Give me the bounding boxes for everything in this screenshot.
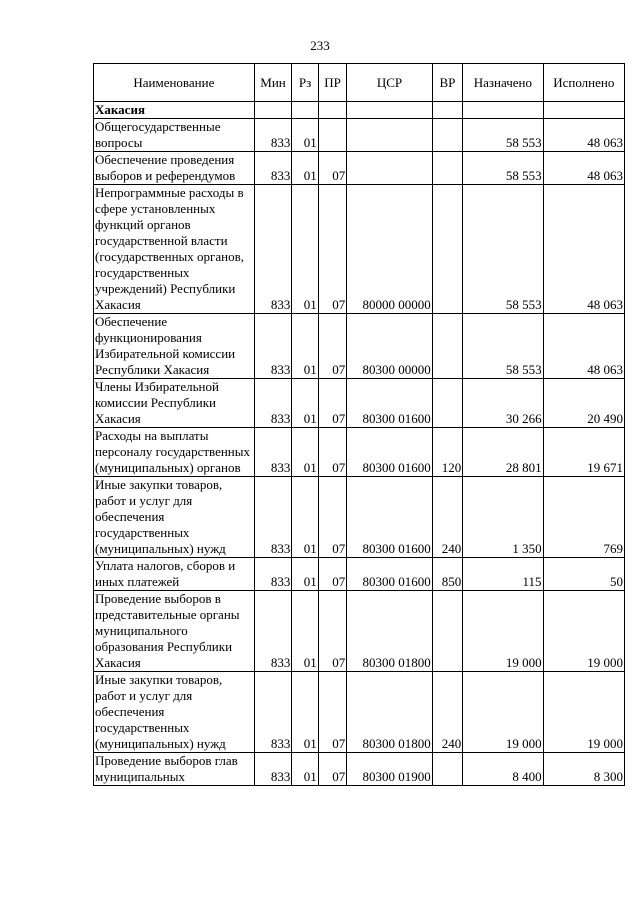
row-planned: 58 553: [463, 314, 543, 379]
row-rz: 01: [292, 379, 318, 428]
row-name: Проведение выборов в представительные органы муниципального образования Республики Хакасия: [94, 591, 255, 672]
row-rz: 01: [292, 753, 318, 786]
header-csr: ЦСР: [347, 64, 432, 102]
row-planned: 30 266: [463, 379, 543, 428]
row-min: 833: [254, 185, 292, 314]
section-row: [94, 102, 625, 119]
header-vr: ВР: [432, 64, 463, 102]
row-min: 833: [254, 314, 292, 379]
row-pr: 07: [318, 591, 346, 672]
row-min: 833: [254, 753, 292, 786]
row-min: 833: [254, 591, 292, 672]
row-csr: 80000 00000: [347, 185, 432, 314]
row-vr: [432, 152, 463, 185]
table-row: [94, 477, 625, 558]
table-header-row: [94, 64, 625, 102]
row-planned: 115: [463, 558, 543, 591]
row-csr: 80300 01600: [347, 558, 432, 591]
row-name: Иные закупки товаров, работ и услуг для обеспечения государственных (муниципальных) нужд: [94, 672, 255, 753]
row-vr: [432, 753, 463, 786]
row-executed: 769: [543, 477, 624, 558]
row-min: 833: [254, 428, 292, 477]
row-name: Проведение выборов глав муниципальных: [94, 753, 255, 786]
row-rz: 01: [292, 558, 318, 591]
row-pr: 07: [318, 428, 346, 477]
row-name: Расходы на выплаты персоналу государственных (муниципальных) органов: [94, 428, 255, 477]
row-planned: 58 553: [463, 119, 543, 152]
row-executed: 20 490: [543, 379, 624, 428]
row-min: 833: [254, 672, 292, 753]
header-name: Наименование: [94, 64, 255, 102]
table-row: [94, 152, 625, 185]
row-csr: 80300 00000: [347, 314, 432, 379]
table-row: [94, 428, 625, 477]
row-csr: [347, 119, 432, 152]
row-planned: 8 400: [463, 753, 543, 786]
row-csr: 80300 01600: [347, 428, 432, 477]
table-row: [94, 119, 625, 152]
budget-table: [93, 63, 625, 786]
row-planned: 58 553: [463, 152, 543, 185]
row-pr: 07: [318, 185, 346, 314]
row-csr: 80300 01800: [347, 672, 432, 753]
row-planned: 28 801: [463, 428, 543, 477]
row-csr: 80300 01900: [347, 753, 432, 786]
row-vr: 850: [432, 558, 463, 591]
row-rz: 01: [292, 591, 318, 672]
table-row: [94, 185, 625, 314]
row-name: Члены Избирательной комиссии Республики Хакасия: [94, 379, 255, 428]
row-pr: [318, 119, 346, 152]
table-row: [94, 314, 625, 379]
table-row: [94, 753, 625, 786]
row-planned: 1 350: [463, 477, 543, 558]
row-executed: 8 300: [543, 753, 624, 786]
row-csr: [347, 152, 432, 185]
row-name: Непрограммные расходы в сфере установленных функций органов государственной власти (государственных органов, государственных учреждений) Республики Хакасия: [94, 185, 255, 314]
row-rz: 01: [292, 185, 318, 314]
row-pr: 07: [318, 152, 346, 185]
row-executed: 48 063: [543, 152, 624, 185]
row-vr: 240: [432, 477, 463, 558]
row-executed: 19 000: [543, 591, 624, 672]
row-executed: 50: [543, 558, 624, 591]
row-min: 833: [254, 558, 292, 591]
row-pr: 07: [318, 558, 346, 591]
page-number: 233: [310, 38, 330, 53]
row-vr: 240: [432, 672, 463, 753]
row-min: 833: [254, 119, 292, 152]
row-min: 833: [254, 152, 292, 185]
row-rz: 01: [292, 672, 318, 753]
row-rz: 01: [292, 428, 318, 477]
row-pr: 07: [318, 379, 346, 428]
table-row: [94, 672, 625, 753]
header-planned: Назначено: [463, 64, 543, 102]
section-title: Хакасия: [94, 102, 255, 119]
row-rz: 01: [292, 119, 318, 152]
row-vr: 120: [432, 428, 463, 477]
row-pr: 07: [318, 314, 346, 379]
row-vr: [432, 185, 463, 314]
row-pr: 07: [318, 672, 346, 753]
table-row: [94, 591, 625, 672]
row-name: Общегосударственные вопросы: [94, 119, 255, 152]
row-executed: 48 063: [543, 314, 624, 379]
row-rz: 01: [292, 314, 318, 379]
row-pr: 07: [318, 477, 346, 558]
row-vr: [432, 591, 463, 672]
row-executed: 48 063: [543, 185, 624, 314]
header-executed: Исполнено: [543, 64, 624, 102]
table-row: [94, 558, 625, 591]
row-vr: [432, 119, 463, 152]
header-rz: Рз: [292, 64, 318, 102]
row-name: Обеспечение функционирования Избирательной комиссии Республики Хакасия: [94, 314, 255, 379]
row-vr: [432, 379, 463, 428]
row-executed: 19 000: [543, 672, 624, 753]
table-row: [94, 379, 625, 428]
row-name: Уплата налогов, сборов и иных платежей: [94, 558, 255, 591]
row-csr: 80300 01600: [347, 379, 432, 428]
row-rz: 01: [292, 477, 318, 558]
row-min: 833: [254, 379, 292, 428]
row-vr: [432, 314, 463, 379]
row-csr: 80300 01600: [347, 477, 432, 558]
row-rz: 01: [292, 152, 318, 185]
row-executed: 19 671: [543, 428, 624, 477]
row-planned: 19 000: [463, 591, 543, 672]
row-pr: 07: [318, 753, 346, 786]
row-csr: 80300 01800: [347, 591, 432, 672]
row-name: Иные закупки товаров, работ и услуг для обеспечения государственных (муниципальных) нужд: [94, 477, 255, 558]
row-name: Обеспечение проведения выборов и референдумов: [94, 152, 255, 185]
header-min: Мин: [254, 64, 292, 102]
header-pr: ПР: [318, 64, 346, 102]
row-min: 833: [254, 477, 292, 558]
row-planned: 58 553: [463, 185, 543, 314]
row-executed: 48 063: [543, 119, 624, 152]
row-planned: 19 000: [463, 672, 543, 753]
